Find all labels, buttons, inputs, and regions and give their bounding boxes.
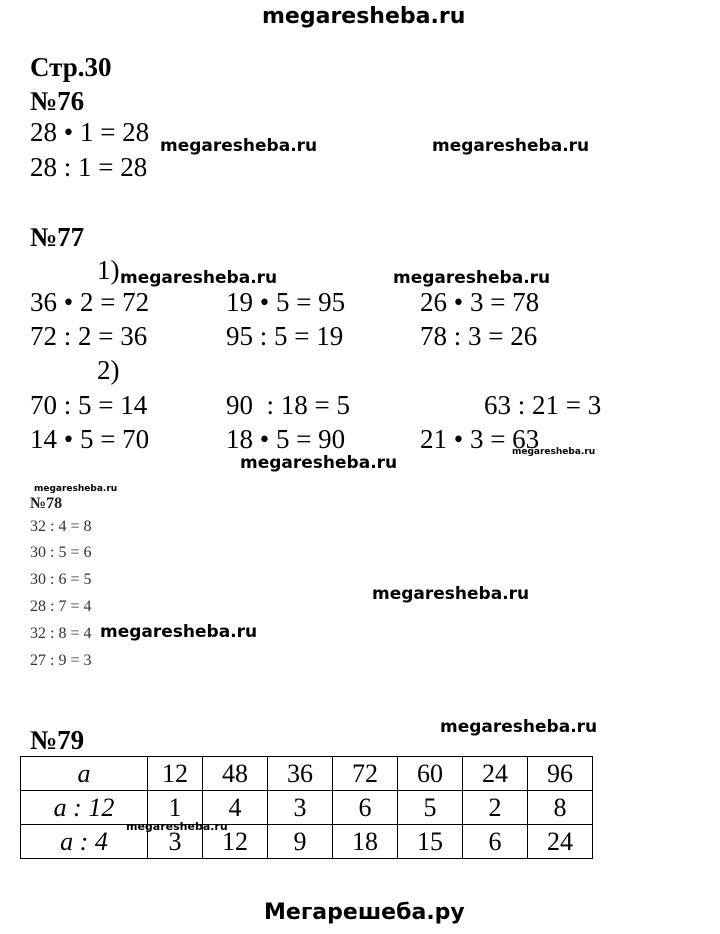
exercise-78-line-4: 28 : 7 = 4	[30, 598, 92, 615]
exercise-78-line-6: 27 : 9 = 3	[30, 652, 92, 669]
exercise-76-title: №76	[30, 86, 85, 116]
exercise-79-title: №79	[30, 725, 85, 755]
table-cell: 12	[203, 825, 268, 859]
exercise-77-p1-r1-c1: 36 • 2 = 72	[30, 287, 150, 317]
exercise-78-line-2: 30 : 5 = 6	[30, 544, 92, 561]
exercise-79-table	[20, 756, 593, 859]
watermark: megaresheba.ru	[126, 820, 228, 833]
table-cell: 6	[333, 791, 398, 825]
table-cell: 8	[528, 791, 593, 825]
table-cell: 6	[463, 825, 528, 859]
table-row-label: a : 12	[21, 791, 148, 825]
table-row	[21, 825, 593, 859]
exercise-76-line-1: 28 • 1 = 28	[30, 117, 150, 147]
exercise-77-p1-r1-c2: 19 • 5 = 95	[226, 287, 346, 317]
table-cell: 96	[528, 757, 593, 791]
watermark: megaresheba.ru	[120, 268, 278, 288]
table-cell: 1	[148, 791, 203, 825]
exercise-77-title: №77	[30, 222, 85, 252]
table-cell: 2	[463, 791, 528, 825]
exercise-78-title: №78	[30, 495, 63, 512]
table-cell: 60	[398, 757, 463, 791]
watermark: megaresheba.ru	[372, 584, 530, 604]
exercise-78-line-3: 30 : 6 = 5	[30, 571, 92, 588]
exercise-77-p2-r1-c3: 63 : 21 = 3	[484, 390, 602, 420]
table-cell: 3	[268, 791, 333, 825]
table-cell: 18	[333, 825, 398, 859]
watermark-footer: Мегарешеба.ру	[264, 900, 465, 925]
exercise-77-p2-r1-c2: 90 : 18 = 5	[226, 390, 350, 420]
exercise-78-line-5: 32 : 8 = 4	[30, 625, 92, 642]
exercise-77-p2-r2-c2: 18 • 5 = 90	[226, 424, 346, 454]
watermark: megaresheba.ru	[240, 453, 398, 473]
table-row-label: a	[21, 757, 148, 791]
watermark-header: megaresheba.ru	[262, 4, 466, 29]
exercise-77-p2-r2-c1: 14 • 5 = 70	[30, 424, 150, 454]
watermark: megaresheba.ru	[34, 484, 118, 494]
exercise-77-part1-label: 1)	[97, 255, 120, 285]
page-label: Стр.30	[30, 52, 112, 82]
table-cell: 48	[203, 757, 268, 791]
table-cell: 3	[148, 825, 203, 859]
table-cell: 72	[333, 757, 398, 791]
watermark: megaresheba.ru	[393, 268, 551, 288]
table-cell: 24	[463, 757, 528, 791]
watermark: megaresheba.ru	[512, 447, 596, 457]
watermark: megaresheba.ru	[432, 136, 590, 156]
exercise-77-p1-r2-c3: 78 : 3 = 26	[420, 321, 538, 351]
watermark: megaresheba.ru	[440, 717, 598, 737]
table-cell: 24	[528, 825, 593, 859]
exercise-77-p1-r2-c1: 72 : 2 = 36	[30, 321, 148, 351]
exercise-77-part2-label: 2)	[97, 355, 120, 385]
exercise-77-p2-r2-c3: 21 • 3 = 63	[420, 424, 540, 454]
exercise-77-p1-r1-c3: 26 • 3 = 78	[420, 287, 540, 317]
table-row	[21, 791, 593, 825]
table-row-label: a : 4	[21, 825, 148, 859]
watermark: megaresheba.ru	[160, 136, 318, 156]
exercise-77-p2-r1-c1: 70 : 5 = 14	[30, 390, 148, 420]
table-cell: 36	[268, 757, 333, 791]
exercise-77-p1-r2-c2: 95 : 5 = 19	[226, 321, 344, 351]
table-cell: 9	[268, 825, 333, 859]
table-cell: 5	[398, 791, 463, 825]
exercise-76-line-2: 28 : 1 = 28	[30, 152, 148, 182]
table-cell: 12	[148, 757, 203, 791]
table-row	[21, 757, 593, 791]
watermark: megaresheba.ru	[100, 622, 258, 642]
exercise-78-line-1: 32 : 4 = 8	[30, 518, 92, 535]
table-cell: 4	[203, 791, 268, 825]
table-cell: 15	[398, 825, 463, 859]
